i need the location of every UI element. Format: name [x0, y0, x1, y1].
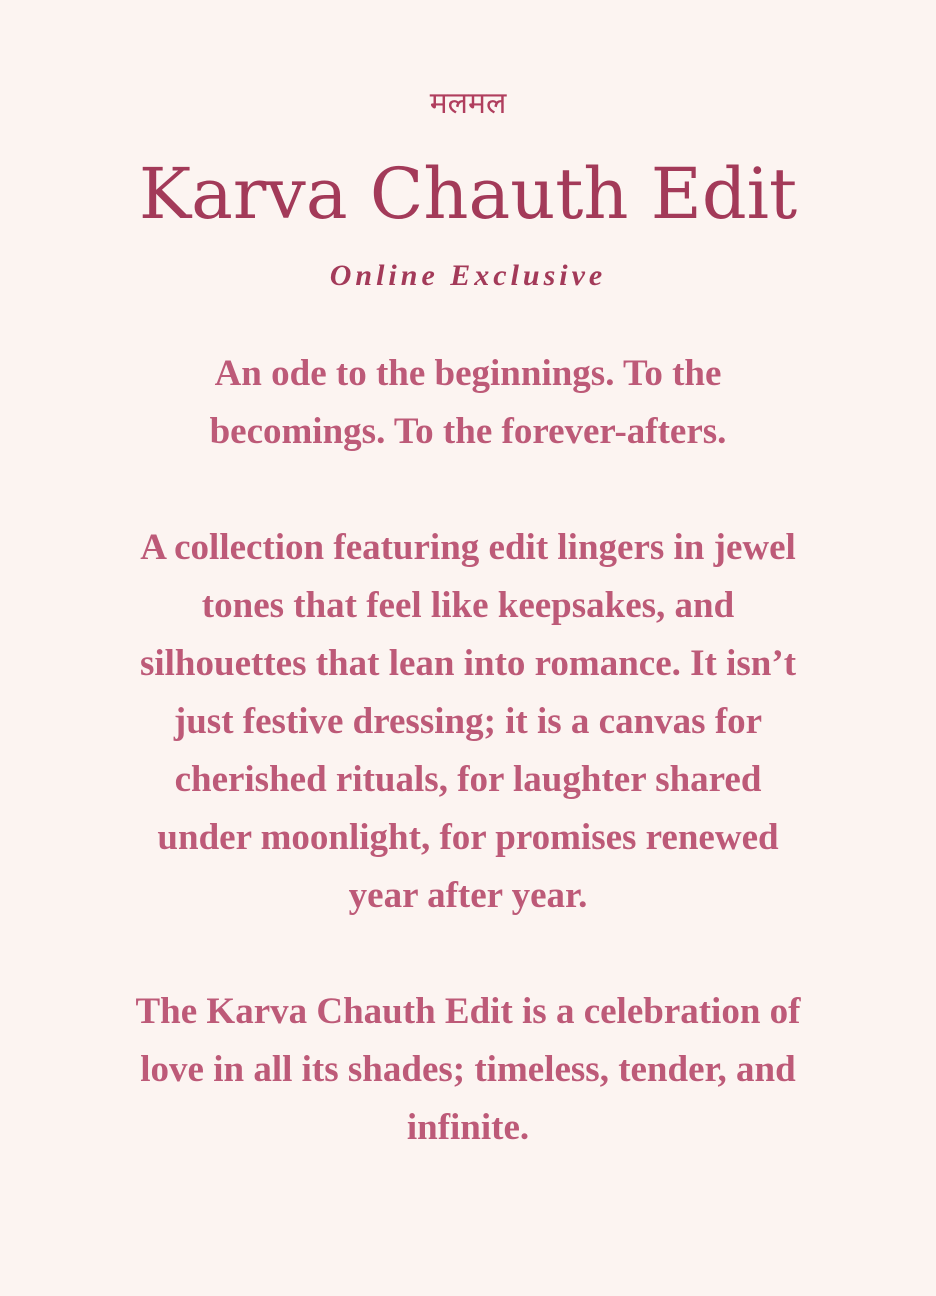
- closing-paragraph: The Karva Chauth Edit is a celebration of love in all its shades; timeless, tender, and infinite.: [135, 991, 801, 1148]
- brand-wordmark: मलमल: [429, 86, 507, 121]
- intro-paragraph: An ode to the beginnings. To the becomings. To the forever-afters.: [209, 353, 727, 452]
- collection-description-paragraph: A collection featuring edit lingers in jewel tones that feel like keepsakes, and silhouettes that lean into romance. It isn’t just festive dressing; it is a canvas for cherished rituals, for laughter shared under moonlight, for promises renewed year after year.: [139, 527, 797, 916]
- page-subtitle: Online Exclusive: [329, 259, 607, 292]
- page-title: Karva Chauth Edit: [138, 153, 798, 235]
